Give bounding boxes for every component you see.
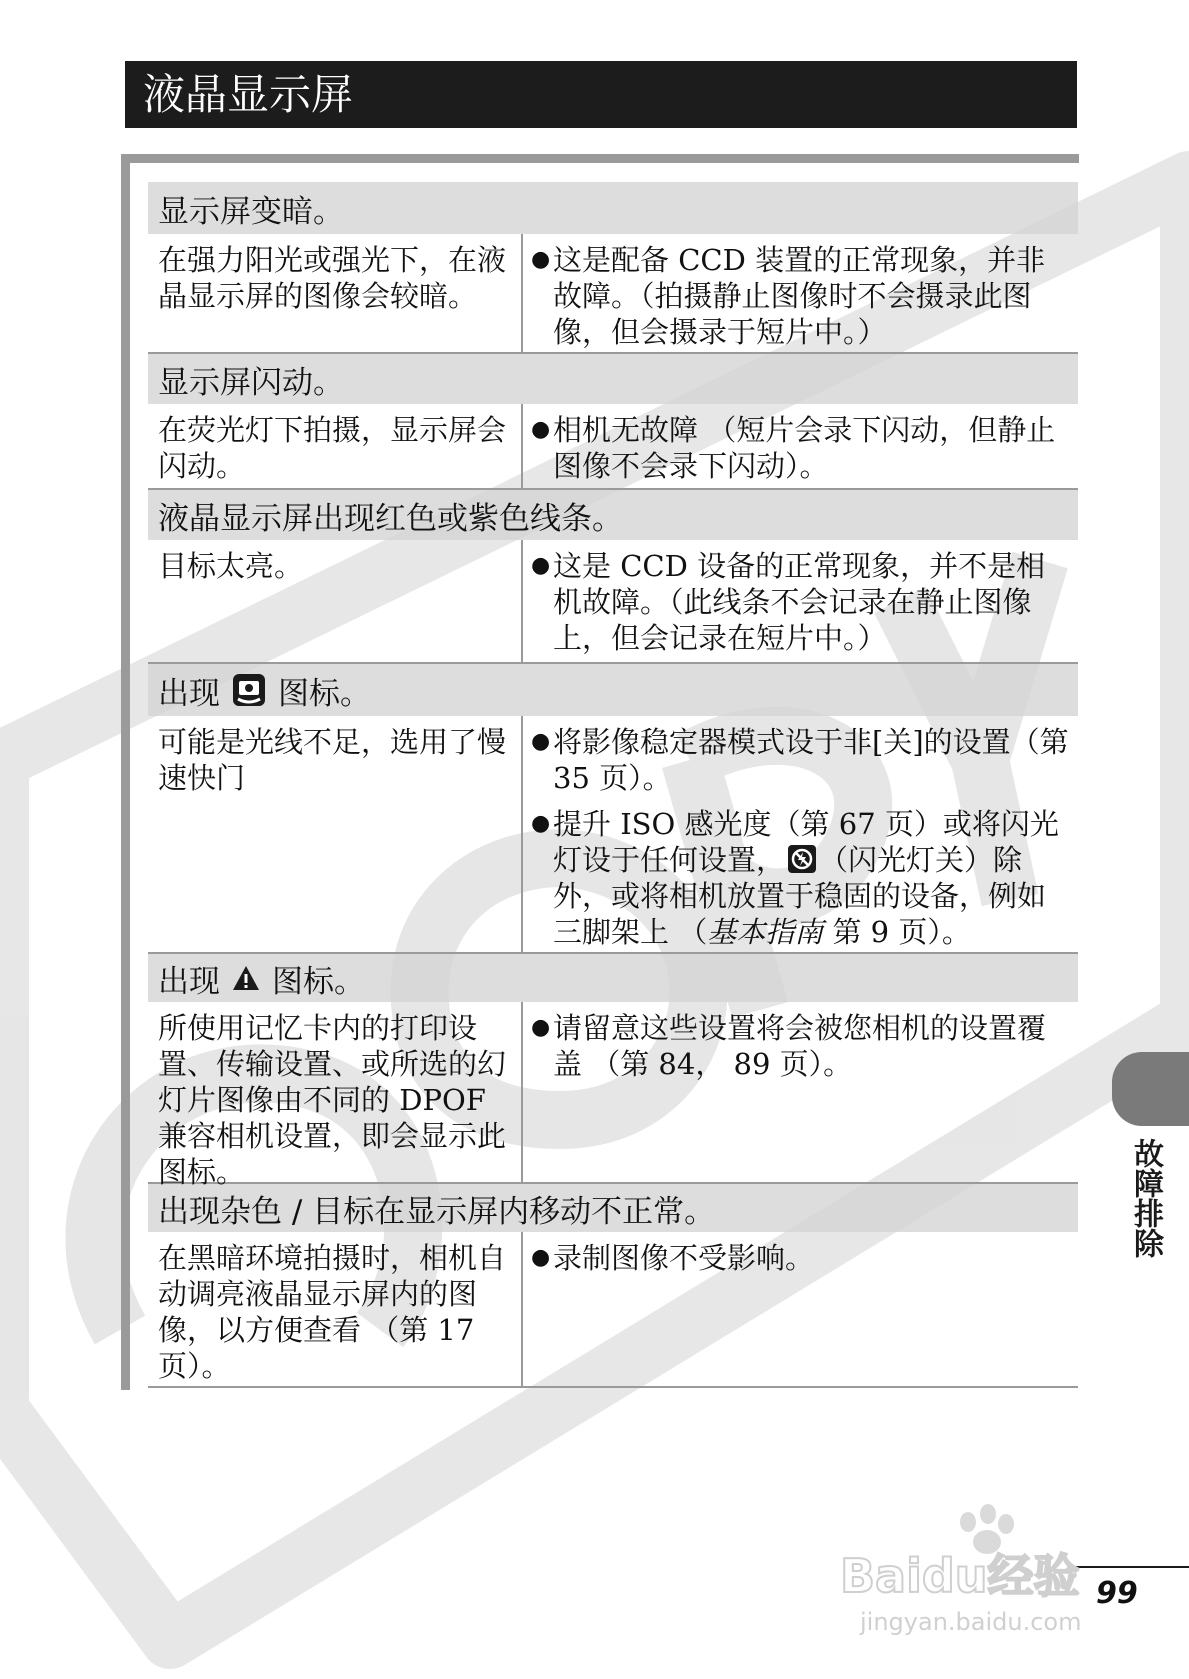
bullet-icon: ● (531, 811, 551, 836)
bullet-icon: ● (531, 553, 551, 578)
remedy-text-pre: 提升 ISO 感光度（第 67 页）或将闪光灯设于任何设置， (553, 807, 1059, 877)
bullet-icon: ● (531, 729, 551, 754)
remedy-item (531, 412, 1072, 484)
section-heading-pre: 出现 (158, 675, 220, 712)
section-heading (148, 490, 1078, 540)
remedy-item (531, 724, 1072, 796)
remedy-text-mid: （闪光灯关）除外，或将相机放置于稳固的设备，例如三脚架上 （ (553, 843, 1047, 949)
remedy-text (553, 806, 1072, 950)
table-row (148, 716, 1078, 954)
camera-shake-icon (232, 673, 266, 707)
table-row (148, 1232, 1078, 1388)
section-heading-text: 显示屏变暗。 (158, 193, 344, 230)
remedy-item (531, 242, 1072, 350)
page-number: 99 (1096, 1576, 1138, 1611)
remedy-text: 这是配备 CCD 装置的正常现象，并非故障。（拍摄静止图像时不会摄录此图像，但会摄录于短片中。） (553, 243, 1046, 349)
svg-text:Baidu经验: Baidu经验 (840, 1549, 1080, 1603)
bullet-icon: ● (531, 1245, 551, 1270)
table-row (148, 540, 1078, 664)
section-heading-text: 液晶显示屏出现红色或紫色线条。 (158, 500, 623, 537)
basic-guide-ref: 基本指南 (707, 915, 824, 949)
remedy-text: 这是 CCD 设备的正常现象，并不是相机故障。（此线条不会记录在静止图像上，但会记录在短片中。） (553, 549, 1046, 655)
cause-cell: 所使用记忆卡内的打印设置、传输设置、或所选的幻灯片图像由不同的 DPOF 兼容相机设置，即会显示此图标。 (148, 1002, 523, 1182)
remedy-cell (523, 1002, 1078, 1182)
remedy-text: 录制图像不受影响。 (553, 1241, 815, 1275)
section-heading-post: 图标。 (278, 675, 371, 712)
remedy-item (531, 806, 1072, 950)
section-heading-pre: 出现 (158, 963, 220, 1000)
remedy-item (531, 548, 1072, 656)
table-row (148, 404, 1078, 490)
cause-cell: 可能是光线不足，选用了慢速快门 (148, 716, 523, 952)
remedy-cell (523, 404, 1078, 488)
table-row (148, 1002, 1078, 1189)
table-row (148, 234, 1078, 354)
cause-cell: 目标太亮。 (148, 540, 523, 662)
remedy-text: 相机无故障 （短片会录下闪动，但静止图像不会录下闪动）。 (553, 413, 1056, 483)
bullet-icon: ● (531, 247, 551, 272)
top-rule (121, 154, 1079, 163)
section-heading (148, 954, 1078, 1002)
remedy-text-post: 第 9 页）。 (823, 915, 971, 949)
bullet-icon: ● (531, 417, 551, 442)
cause-cell: 在荧光灯下拍摄，显示屏会闪动。 (148, 404, 523, 488)
bullet-icon: ● (531, 1015, 551, 1040)
remedy-text: 请留意这些设置将会被您相机的设置覆盖 （第 84， 89 页）。 (553, 1011, 1047, 1081)
remedy-cell (523, 716, 1078, 952)
warning-triangle-icon (232, 964, 260, 992)
section-heading-text: 出现杂色 / 目标在显示屏内移动不正常。 (158, 1193, 716, 1230)
section-heading (148, 354, 1078, 404)
remedy-item (531, 1010, 1072, 1082)
section-heading (148, 664, 1078, 716)
baidu-jingyan-logo (840, 1500, 1120, 1640)
chapter-tab (1112, 1052, 1189, 1126)
remedy-item (531, 1240, 1072, 1276)
remedy-cell (523, 1232, 1078, 1386)
remedy-cell (523, 234, 1078, 352)
cause-cell: 在强力阳光或强光下，在液晶显示屏的图像会较暗。 (148, 234, 523, 352)
section-heading (148, 182, 1078, 234)
chapter-tab-label: 故障排除 (1128, 1138, 1163, 1258)
remedy-text: 将影像稳定器模式设于非[关]的设置（第 35 页）。 (553, 725, 1069, 795)
section-heading-text: 显示屏闪动。 (158, 364, 344, 401)
cause-cell: 在黑暗环境拍摄时，相机自动调亮液晶显示屏内的图像，以方便查看 （第 17 页）。 (148, 1232, 523, 1386)
section-heading (148, 1184, 1078, 1232)
svg-text:jingyan.baidu.com: jingyan.baidu.com (860, 1608, 1082, 1636)
section-heading-post: 图标。 (272, 963, 365, 1000)
page-title: 液晶显示屏 (125, 61, 1077, 128)
left-rule (121, 154, 130, 1390)
remedy-cell (523, 540, 1078, 662)
troubleshooting-table (148, 182, 1078, 1388)
flash-off-icon (787, 844, 817, 874)
